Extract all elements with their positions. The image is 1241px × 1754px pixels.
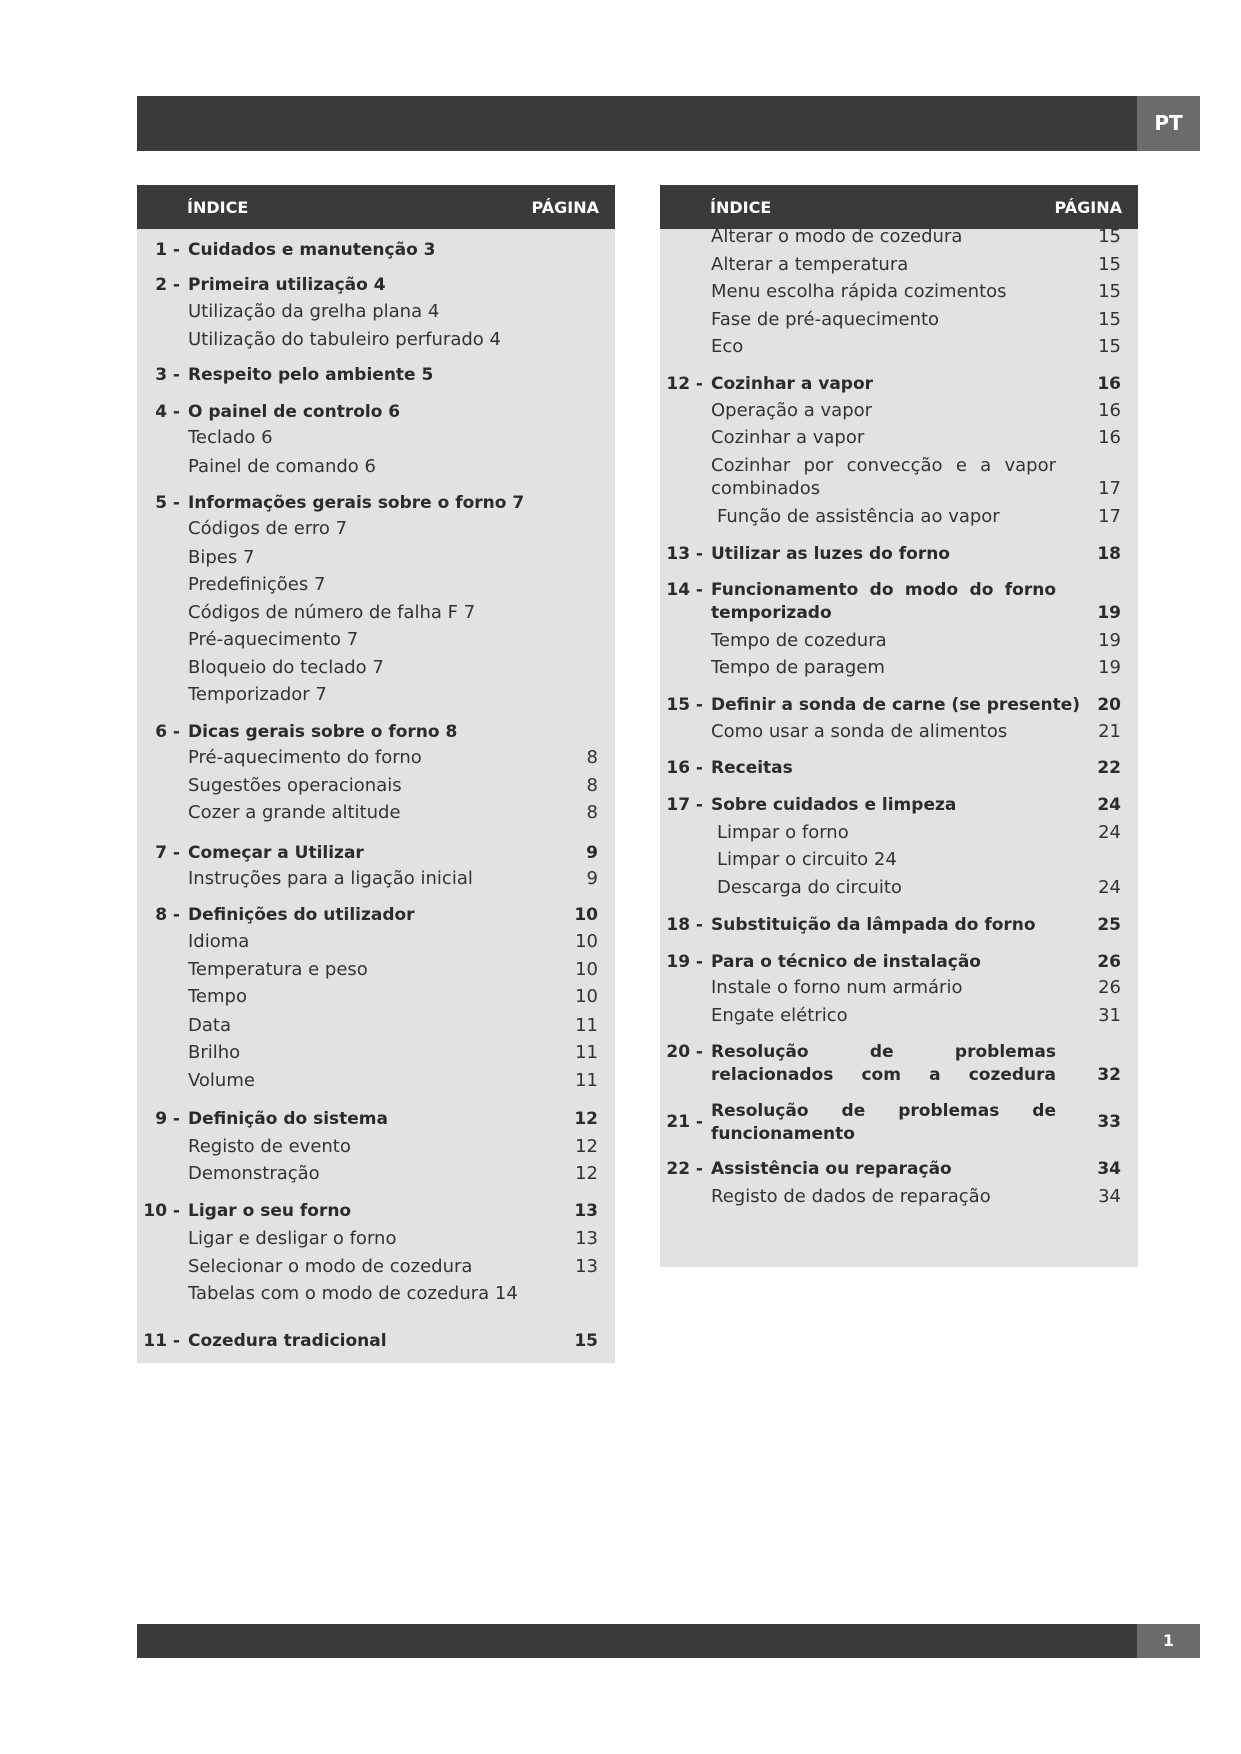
toc-header <box>660 185 1138 229</box>
toc-page-number: 13 <box>575 1256 598 1277</box>
toc-title: Definição do sistema <box>188 1109 388 1129</box>
toc-page-number: 19 <box>1098 657 1121 678</box>
toc-title: Sugestões operacionais <box>188 775 402 796</box>
toc-title: Idioma <box>188 931 250 952</box>
toc-page-number: 18 <box>1097 544 1121 564</box>
toc-number: 7 - <box>155 843 180 863</box>
toc-page-number: 12 <box>574 1109 598 1129</box>
toc-title: Temperatura e peso <box>188 959 368 980</box>
toc-section[interactable] <box>660 1100 1138 1144</box>
toc-title: Alterar o modo de cozedura <box>711 226 963 247</box>
toc-title: Demonstração <box>188 1163 320 1184</box>
toc-title: Pré-aquecimento do forno <box>188 747 422 768</box>
toc-number: 9 - <box>155 1109 180 1129</box>
toc-title: Para o técnico de instalação <box>711 952 981 972</box>
toc-page-number: 10 <box>575 959 598 980</box>
toc-title: Brilho <box>188 1042 241 1063</box>
toc-title: Utilização do tabuleiro perfurado 4 <box>188 329 501 350</box>
toc-page-number: 11 <box>575 1015 598 1036</box>
toc-page-number: 13 <box>574 1201 598 1221</box>
toc-number: 4 - <box>155 402 180 422</box>
toc-page-number: 26 <box>1097 952 1121 972</box>
toc-header-index: ÍNDICE <box>187 198 249 217</box>
toc-title: Começar a Utilizar <box>188 843 364 863</box>
toc-title: Cozinhar por convecção e a vapor combinados <box>711 455 1056 499</box>
toc-title: O painel de controlo 6 <box>188 402 401 422</box>
toc-title: Substituição da lâmpada do forno <box>711 915 1036 935</box>
toc-number: 18 - <box>666 915 703 935</box>
toc-title: Utilizar as luzes do forno <box>711 544 950 564</box>
toc-number: 13 - <box>666 544 703 564</box>
toc-page-number: 25 <box>1097 915 1121 935</box>
toc-title: Resolução de problemas de funcionamento <box>711 1101 1056 1144</box>
toc-title: Dicas gerais sobre o forno 8 <box>188 722 458 742</box>
toc-title: Instale o forno num armário <box>711 977 963 998</box>
toc-page-number: 9 <box>586 868 598 889</box>
toc-section[interactable] <box>660 579 1138 625</box>
toc-title: Cozinhar a vapor <box>711 374 874 394</box>
toc-page-number: 15 <box>1098 336 1121 357</box>
toc-panel-left <box>137 185 615 1363</box>
toc-title: Fase de pré-aquecimento <box>711 309 940 330</box>
toc-title: Alterar a temperatura <box>711 254 909 275</box>
toc-page-number: 19 <box>1097 603 1121 623</box>
toc-number: 19 - <box>666 952 703 972</box>
toc-page-number: 16 <box>1097 374 1121 394</box>
toc-title: Resolução de problemas relacionados com a cozedura <box>711 1042 1056 1085</box>
toc-page-number: 11 <box>575 1070 598 1091</box>
toc-page-number: 8 <box>586 775 598 796</box>
toc-title: Ligar o seu forno <box>188 1201 352 1221</box>
language-tag: PT <box>1137 96 1200 151</box>
toc-page-number: 15 <box>1098 226 1121 247</box>
toc-page-number: 16 <box>1098 400 1121 421</box>
toc-page-number: 11 <box>575 1042 598 1063</box>
toc-page-number: 22 <box>1097 758 1121 778</box>
toc-page-number: 24 <box>1097 795 1121 815</box>
toc-title: Limpar o forno <box>717 822 849 843</box>
toc-title: Cozedura tradicional <box>188 1331 387 1351</box>
toc-title: Sobre cuidados e limpeza <box>711 795 957 815</box>
toc-number: 3 - <box>155 365 180 385</box>
toc-title: Códigos de número de falha F 7 <box>188 602 476 623</box>
toc-title: Utilização da grelha plana 4 <box>188 301 440 322</box>
toc-number: 6 - <box>155 722 180 742</box>
toc-title: Tempo de paragem <box>711 657 885 678</box>
toc-header-page: PÁGINA <box>531 198 599 217</box>
toc-number: 15 - <box>666 695 703 715</box>
toc-title: Data <box>188 1015 231 1036</box>
toc-title: Engate elétrico <box>711 1005 848 1026</box>
toc-title: Assistência ou reparação <box>711 1159 952 1179</box>
toc-title: Registo de evento <box>188 1136 351 1157</box>
toc-title: Eco <box>711 336 744 357</box>
toc-page-number: 16 <box>1098 427 1121 448</box>
toc-number: 12 - <box>666 374 703 394</box>
toc-page-number: 34 <box>1098 1186 1121 1207</box>
toc-title: Cozer a grande altitude <box>188 802 401 823</box>
toc-title: Tempo de cozedura <box>711 630 887 651</box>
toc-title: Instruções para a ligação inicial <box>188 868 473 889</box>
toc-title: Ligar e desligar o forno <box>188 1228 397 1249</box>
toc-title: Pré-aquecimento 7 <box>188 629 359 650</box>
toc-title: Painel de comando 6 <box>188 456 376 477</box>
toc-number: 10 - <box>143 1201 180 1221</box>
toc-panel-right <box>660 185 1138 1267</box>
toc-page-number: 32 <box>1097 1065 1121 1085</box>
toc-page-number: 24 <box>1098 877 1121 898</box>
toc-header <box>137 185 615 229</box>
toc-title: Selecionar o modo de cozedura <box>188 1256 473 1277</box>
toc-title: Definir a sonda de carne (se presente) <box>711 695 1081 715</box>
toc-title: Menu escolha rápida cozimentos <box>711 281 1007 302</box>
toc-page-number: 33 <box>1097 1112 1121 1132</box>
toc-title: Predefinições 7 <box>188 574 326 595</box>
toc-title: Teclado 6 <box>188 427 273 448</box>
toc-page-number: 31 <box>1098 1005 1121 1026</box>
toc-title: Temporizador 7 <box>188 684 327 705</box>
toc-title: Como usar a sonda de alimentos <box>711 721 1008 742</box>
toc-title: Tempo <box>188 986 247 1007</box>
toc-header-page: PÁGINA <box>1054 198 1122 217</box>
toc-page-number: 24 <box>1098 822 1121 843</box>
toc-number: 21 - <box>666 1112 703 1132</box>
toc-page-number: 12 <box>575 1136 598 1157</box>
toc-page-number: 8 <box>586 747 598 768</box>
toc-entry[interactable] <box>660 454 1138 500</box>
toc-page-number: 17 <box>1098 506 1121 527</box>
toc-page-number: 10 <box>575 931 598 952</box>
toc-page-number: 15 <box>1098 309 1121 330</box>
toc-page-number: 26 <box>1098 977 1121 998</box>
toc-number: 14 - <box>666 580 703 600</box>
toc-title: Receitas <box>711 758 793 778</box>
toc-number: 5 - <box>155 493 180 513</box>
toc-number: 16 - <box>666 758 703 778</box>
toc-page-number: 15 <box>1098 281 1121 302</box>
toc-page-number: 10 <box>575 986 598 1007</box>
page-number: 1 <box>1137 1624 1200 1658</box>
toc-page-number: 12 <box>575 1163 598 1184</box>
toc-title: Funcionamento do modo do forno temporizado <box>711 580 1056 623</box>
toc-section[interactable] <box>660 1041 1138 1087</box>
toc-page-number: 15 <box>1098 254 1121 275</box>
toc-title: Limpar o circuito 24 <box>717 849 897 870</box>
toc-page-number: 15 <box>574 1331 598 1351</box>
toc-title: Tabelas com o modo de cozedura 14 <box>188 1283 518 1304</box>
toc-title: Primeira utilização 4 <box>188 275 386 295</box>
toc-number: 17 - <box>666 795 703 815</box>
toc-header-index: ÍNDICE <box>710 198 772 217</box>
toc-page-number: 20 <box>1097 695 1121 715</box>
toc-title: Volume <box>188 1070 255 1091</box>
toc-number: 2 - <box>155 275 180 295</box>
toc-page-number: 21 <box>1098 721 1121 742</box>
toc-page-number: 8 <box>586 802 598 823</box>
toc-title: Descarga do circuito <box>717 877 902 898</box>
toc-title: Definições do utilizador <box>188 905 415 925</box>
toc-title: Respeito pelo ambiente 5 <box>188 365 434 385</box>
toc-page-number: 10 <box>574 905 598 925</box>
toc-page-number: 13 <box>575 1228 598 1249</box>
toc-title: Bloqueio do teclado 7 <box>188 657 384 678</box>
toc-page-number: 19 <box>1098 630 1121 651</box>
toc-page-number: 9 <box>586 843 598 863</box>
toc-number: 1 - <box>155 240 180 260</box>
toc-title: Cuidados e manutenção 3 <box>188 240 436 260</box>
toc-page-number: 17 <box>1098 478 1121 499</box>
toc-title: Bipes 7 <box>188 547 255 568</box>
toc-number: 22 - <box>666 1159 703 1179</box>
toc-title: Cozinhar a vapor <box>711 427 865 448</box>
toc-title: Operação a vapor <box>711 400 873 421</box>
toc-title: Informações gerais sobre o forno 7 <box>188 493 525 513</box>
toc-number: 20 - <box>666 1042 703 1062</box>
toc-title: Códigos de erro 7 <box>188 518 348 539</box>
toc-title: Função de assistência ao vapor <box>717 506 1000 527</box>
toc-number: 11 - <box>143 1331 180 1351</box>
header-bar <box>137 96 1137 151</box>
toc-number: 8 - <box>155 905 180 925</box>
toc-title: Registo de dados de reparação <box>711 1186 991 1207</box>
toc-page-number: 34 <box>1097 1159 1121 1179</box>
footer-bar <box>137 1624 1137 1658</box>
